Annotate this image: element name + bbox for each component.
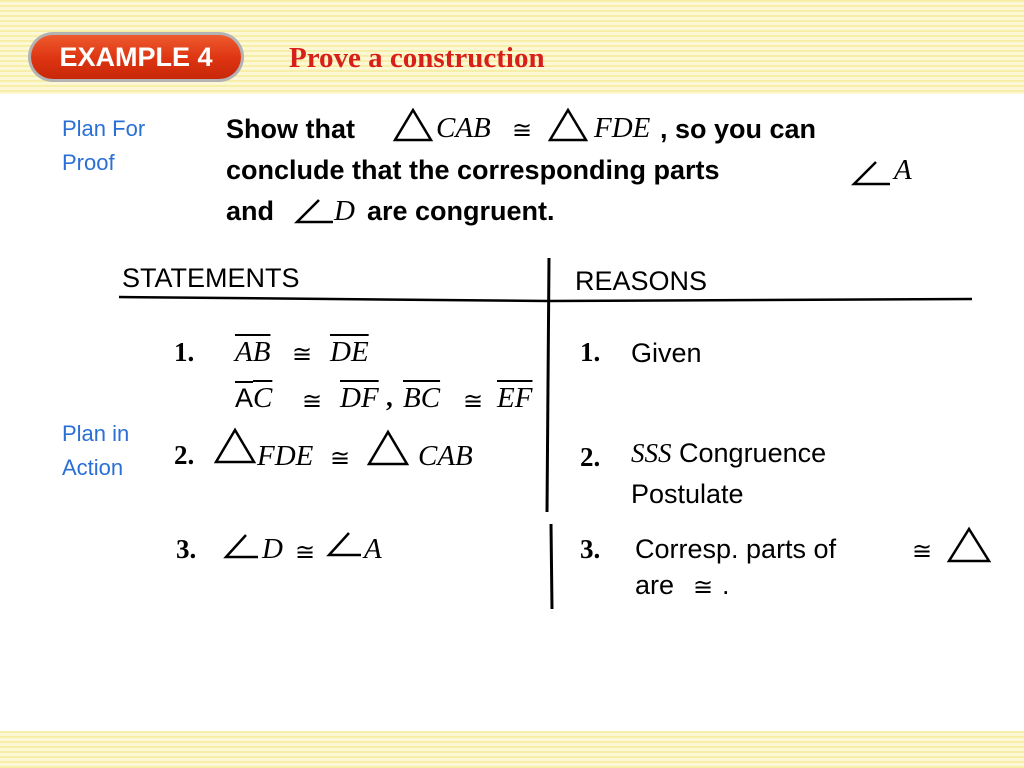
reason-number-2: 2. [580, 442, 601, 472]
example-badge-label: EXAMPLE 4 [31, 35, 241, 79]
triangle-cab-label: CAB [436, 112, 491, 144]
angle-a-label: A [894, 154, 912, 186]
segment-bc: $\overline{BC}$ [403, 382, 441, 414]
angle-icon [224, 533, 260, 559]
angle-icon [327, 531, 363, 557]
congruent-symbol: ≅ [693, 573, 714, 601]
conclude-text: conclude that the corresponding parts [226, 155, 720, 185]
reason-corresp-text: Corresp. parts of [635, 534, 837, 564]
triangle-icon [367, 430, 409, 466]
show-that-text: Show that [226, 114, 355, 144]
triangle-fde-label: FDE [257, 440, 314, 472]
segment-ab: $\overline{AB}$ [235, 336, 271, 368]
comma: , [386, 382, 393, 412]
triangle-cab-label: CAB [418, 440, 473, 472]
congruent-symbol: ≅ [292, 340, 313, 368]
triangle-icon [214, 428, 256, 464]
angle-d-label: D [262, 533, 283, 565]
segment-de: $\overline{DE}$ [330, 336, 369, 368]
and-text: and [226, 196, 275, 226]
congruent-symbol: ≅ [463, 387, 484, 415]
segment-ac-rest: $\overline{C}$ [253, 382, 273, 414]
congruent-symbol: ≅ [912, 537, 933, 565]
statements-header: STATEMENTS [122, 263, 300, 293]
reason-period: . [722, 570, 730, 600]
page-title: Prove a construction [289, 42, 545, 74]
reason-sss-line [631, 433, 826, 473]
reason-sss-abbrev: SSS [631, 438, 672, 468]
reason-postulate-text: Postulate [631, 479, 744, 509]
angle-a-label: A [364, 533, 382, 565]
statement-number-2: 2. [174, 440, 195, 470]
plan-for-proof-line1: Plan For [62, 116, 146, 141]
so-you-can-text: , so you can [660, 114, 817, 144]
are-congruent-text: are congruent. [367, 196, 555, 226]
reason-congruence-text: Congruence [679, 438, 827, 468]
plan-for-proof-line2: Proof [62, 150, 115, 175]
angle-d-label: D [334, 195, 355, 227]
reason-number-1: 1. [580, 337, 601, 367]
congruent-symbol: ≅ [512, 116, 533, 144]
plan-in-action-line1: Plan in [62, 421, 130, 446]
segment-df: $\overline{DF}$ [340, 382, 379, 414]
statement-number-3: 3. [176, 534, 197, 564]
segment-ef: $\overline{EF}$ [497, 382, 533, 414]
plan-in-action-label [62, 417, 129, 485]
reasons-header: REASONS [575, 266, 708, 296]
plan-in-action-line2: Action [62, 455, 124, 480]
congruent-symbol: ≅ [330, 444, 351, 472]
reason-number-3: 3. [580, 534, 601, 564]
triangle-icon [947, 527, 991, 563]
congruent-symbol: ≅ [302, 387, 323, 415]
reason-given: Given [631, 338, 702, 368]
segment-ac-lead: $\overline{A}$ [235, 383, 254, 413]
congruent-symbol: ≅ [295, 538, 316, 566]
reason-are-text: are [635, 570, 675, 600]
triangle-fde-label: FDE [594, 112, 651, 144]
statement-number-1: 1. [174, 337, 195, 367]
